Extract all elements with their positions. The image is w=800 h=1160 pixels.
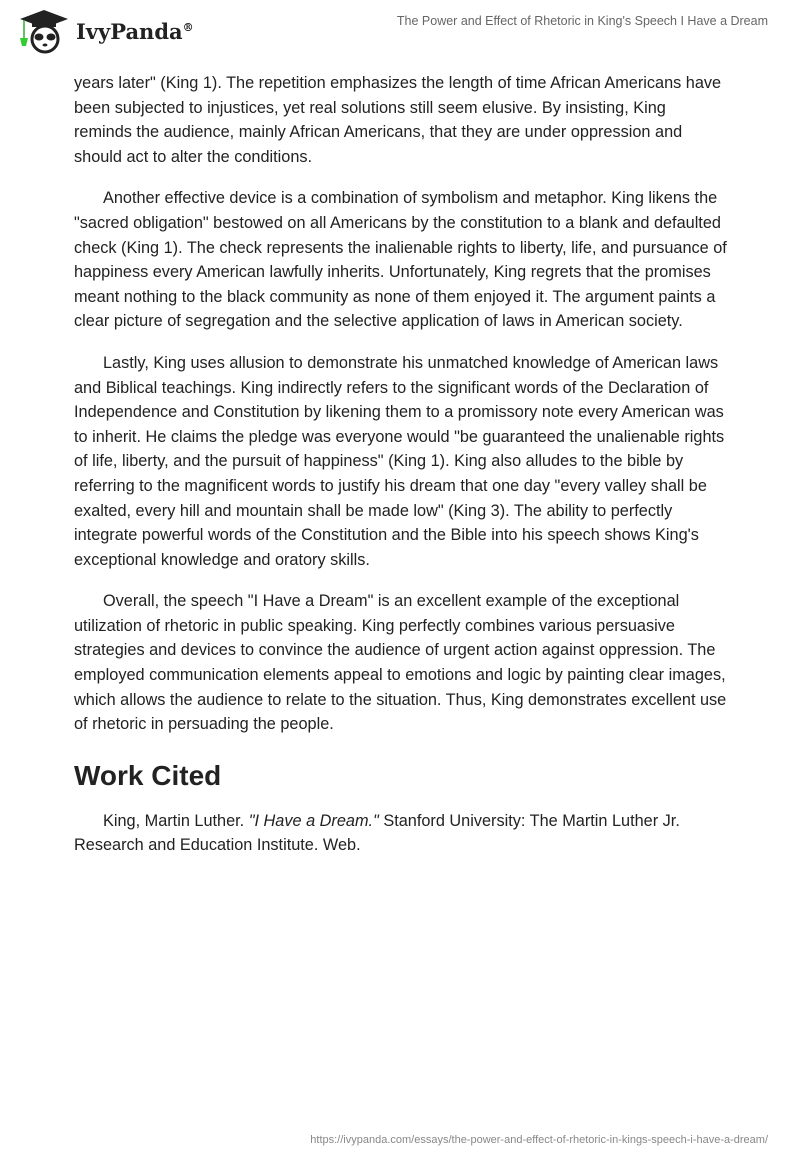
paragraph: Another effective device is a combination of symbolism and metaphor. King likens the "sacred obligation" bestowed on all Americans by the constitution to a blank and defaulted check (King 1). The check represents the inalienable rights to liberty, life, and pursuance of happiness every American lawfully inherits. Unfortunately, King regrets that the promises meant nothing to the black community as none of them enjoyed it. The argument paints a clear picture of segregation and the selective application of laws in American society.	[74, 189, 727, 331]
works-cited-heading: Work Cited	[74, 759, 222, 791]
paragraph: years later" (King 1). The repetition emphasizes the length of time African Americans have been subjected to injustices, yet real solutions still seem elusive. By insisting, King reminds the audience, mainly African Americans, that they are under oppression and should act to alter the conditions.	[74, 74, 722, 166]
panda-logo-icon	[18, 8, 70, 54]
paragraph: Lastly, King uses allusion to demonstrate his unmatched knowledge of American laws and Biblical teachings. King indirectly refers to the significant words of the Declaration of Independence and Constitution by likening them to a promissory note every American was to inherit. He claims the pledge was everyone would "be guaranteed the unalienable rights of life, liberty, and the pursuit of happiness" (King 1). King also alludes to the bible by referring to the magnificent words to justify his dream that one day "every valley shall be exalted, every hill and mountain shall be made low" (King 3). The ability to perfectly integrate powerful words of the Constitution and the Bible into his speech shows King's exceptional knowledge and oratory skills.	[74, 353, 725, 569]
ivypanda-logo[interactable]	[18, 8, 194, 54]
document-title: The Power and Effect of Rhetoric in King's Speech I Have a Dream	[396, 14, 768, 28]
essay-body	[74, 71, 728, 875]
source-url[interactable]: https://ivypanda.com/essays/the-power-and-effect-of-rhetoric-in-kings-speech-i-have-a-dream/	[310, 1134, 768, 1146]
paragraph: Overall, the speech "I Have a Dream" is an excellent example of the exceptional utilization of rhetoric in public speaking. King perfectly combines various persuasive strategies and devices to convince the audience of urgent action against oppression. The employed communication elements appeal to emotions and logic by painting clear images, which allows the audience to relate to the situation. Thus, King demonstrates excellent use of rhetoric in persuading the people.	[74, 592, 727, 734]
logo-text: IvyPanda®	[76, 18, 194, 44]
citation: King, Martin Luther. "I Have a Dream." Stanford University: The Martin Luther Jr. Research and Education Institute. Web.	[74, 811, 680, 855]
